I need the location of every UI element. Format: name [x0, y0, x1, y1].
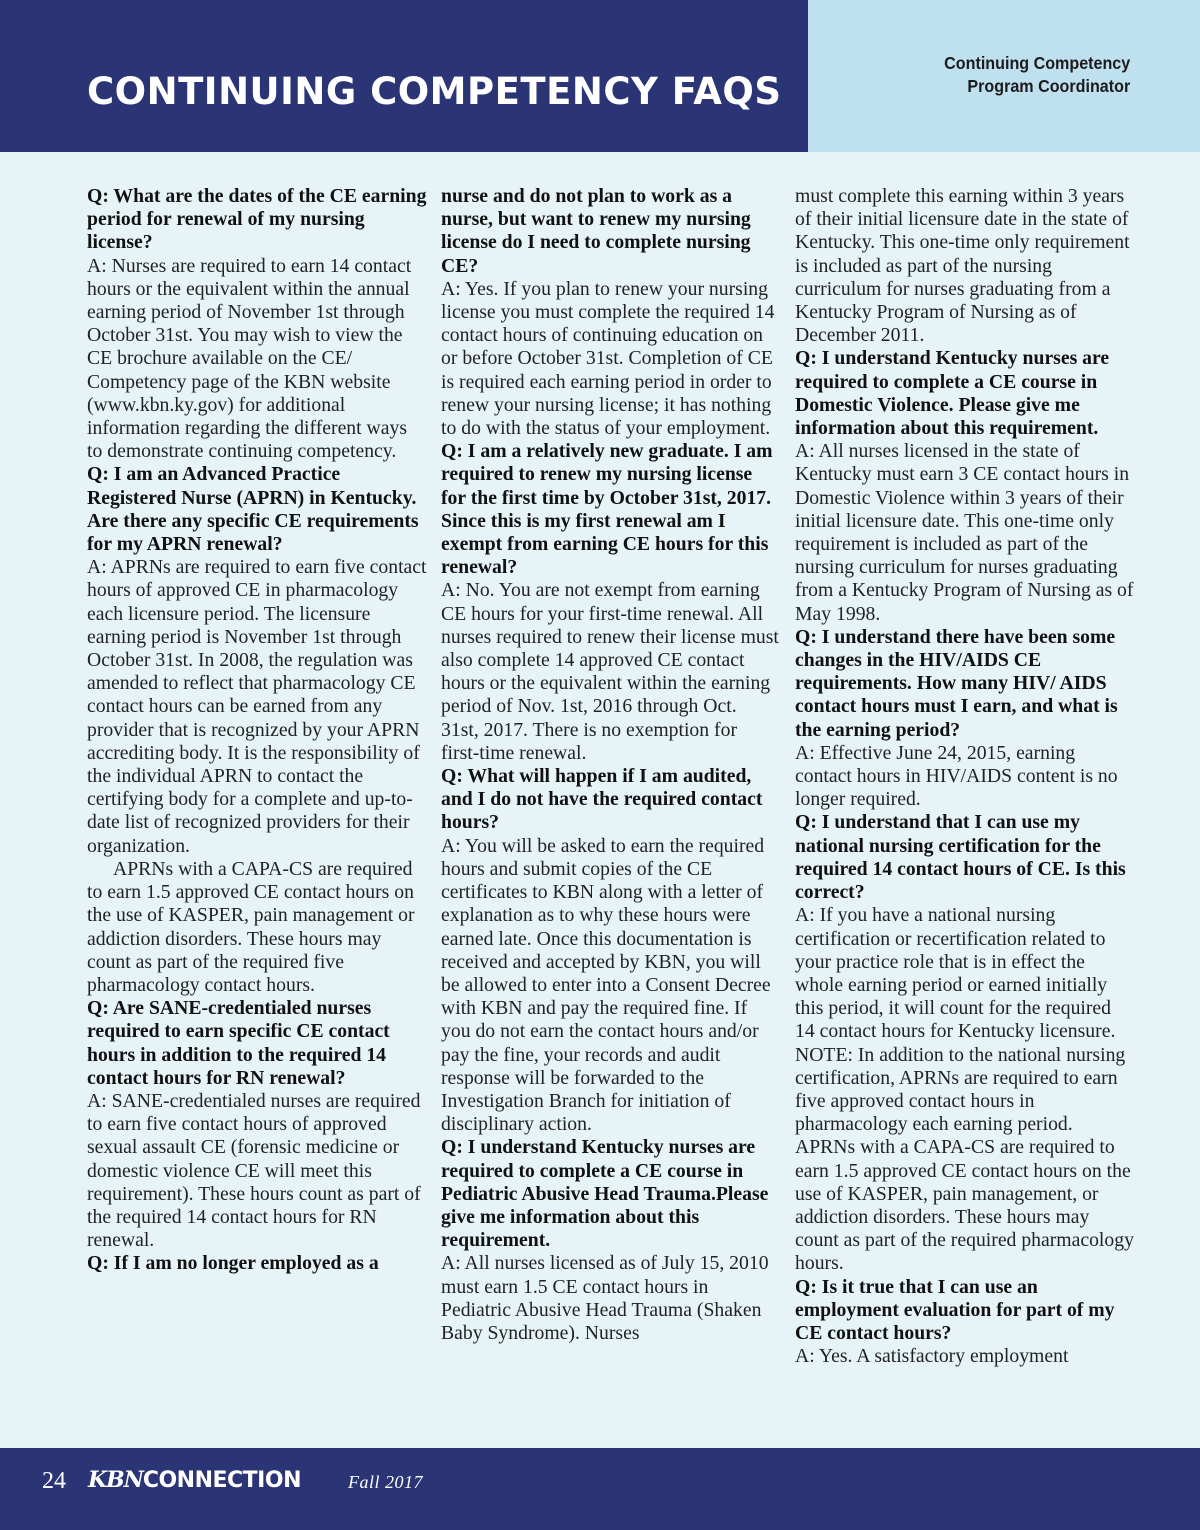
publication-logo	[88, 1467, 301, 1493]
header-side-panel	[808, 0, 1200, 152]
header-banner	[0, 0, 808, 152]
faq-answer: A: Effective June 24, 2015, earning contact hours in HIV/AIDS content is no longer required.	[795, 741, 1118, 811]
faq-answer: A: Nurses are required to earn 14 contact hours or the equivalent within the annual earning period of November 1st through October 31st. You may wish to view the CE brochure available on the CE/ Competency page of the KBN website (www.kbn.ky.gov) for additional information regarding the different ways to demonstrate continuing competency.	[87, 254, 412, 463]
faq-answer: A: Yes. A satisfactory employment	[795, 1345, 1069, 1368]
text-column-3	[795, 185, 1135, 1368]
faq-question: Q: Is it true that I can use an employment evaluation for part of my CE contact hours?	[795, 1275, 1115, 1344]
text-column-2	[441, 185, 779, 1345]
faq-question: Q: I understand Kentucky nurses are required to complete a CE course in Pediatric Abusive Head Trauma.Please give me information about this requirement.	[441, 1136, 769, 1252]
faq-question: Q: Are SANE-credentialed nurses required to earn specific CE contact hours in addition to the required 14 contact hours for RN renewal?	[87, 997, 390, 1089]
faq-question: Q: I understand there have been some changes in the HIV/AIDS CE requirements. How many HIV/ AIDS contact hours must I earn, and what is the earning period?	[795, 625, 1118, 741]
faq-answer: must complete this earning within 3 years of their initial licensure date in the state of Kentucky. This one-time only requirement is included as part of the nursing curriculum for nurses graduating from a Kentucky Program of Nursing as of December 2011.	[795, 185, 1130, 347]
faq-question: Q: What will happen if I am audited, and I do not have the required contact hours?	[441, 765, 763, 834]
footer-bar	[0, 1448, 1200, 1530]
faq-answer: APRNs with a CAPA-CS are required to earn 1.5 approved CE contact hours on the use of KASPER, pain management or addiction disorders. These hours may count as part of the required five pharmacology contact hours.	[87, 857, 415, 996]
text-column-1	[87, 185, 427, 1276]
faq-answer: A: You will be asked to earn the required hours and submit copies of the CE certificates to KBN along with a letter of explanation as to why these hours were earned late. Once this documentation is received and accepted by KBN, you will be allowed to enter into a Consent Decree with KBN and pay the required fine. If you do not earn the contact hours and/or pay the fine, your records and audit response will be forwarded to the Investigation Branch for initiation of disciplinary action.	[441, 834, 771, 1136]
faq-question: Q: I understand that I can use my national nursing certification for the required 14 contact hours of CE. Is this correct?	[795, 811, 1126, 904]
faq-answer: A: If you have a national nursing certification or recertification related to your practice role that is in effect the whole earning period or earned initially this period, it will count for the required 14 contact hours for Kentucky licensure. NOTE: In addition to the national nursing certification, APRNs are required to earn five approved contact hours in pharmacology each earning period. APRNs with a CAPA-CS are required to earn 1.5 approved CE contact hours on the use of KASPER, pain management, or addiction disorders. These hours may count as part of the required pharmacology hours.	[795, 904, 1134, 1275]
publication-logo-kbn: KBN	[88, 1467, 143, 1493]
faq-answer: A: APRNs are required to earn five contact hours of approved CE in pharmacology each licensure period. The licensure earning period is November 1st through October 31st. In 2008, the regulation was amended to reflect that pharmacology CE contact hours can be earned from any provider that is recognized by your APRN accrediting body. It is the responsibility of the individual APRN to contact the certifying body for a complete and up-to-date list of recognized providers for their organization.	[87, 556, 427, 857]
author-credit	[944, 52, 1130, 98]
faq-answer: A: Yes. If you plan to renew your nursing license you must complete the required 14 contact hours of continuing education on or before October 31st. Completion of CE is required each earning period in order to renew your nursing license; it has nothing to do with the status of your employment.	[441, 277, 775, 440]
issue-label: Fall 2017	[348, 1472, 423, 1492]
faq-question: Q: I understand Kentucky nurses are required to complete a CE course in Domestic Violence. Please give me information about this requirement.	[795, 347, 1110, 440]
faq-answer: A: SANE-credentialed nurses are required to earn five contact hours of approved sexual assault CE (forensic medicine or domestic violence CE will meet this requirement). These hours count as part of the required 14 contact hours for RN renewal.	[87, 1089, 421, 1252]
publication-logo-connection: CONNECTION	[142, 1468, 301, 1493]
author-credit-line1: Continuing Competency	[943, 53, 1130, 73]
faq-question: Q: I am a relatively new graduate. I am required to renew my nursing license for the first time by October 31st, 2017. Since this is my first renewal am I exempt from earning CE hours for this renewal?	[441, 440, 773, 579]
faq-question: nurse and do not plan to work as a nurse, but want to renew my nursing license do I need to complete nursing CE?	[441, 185, 751, 277]
faq-question: Q: I am an Advanced Practice Registered Nurse (APRN) in Kentucky. Are there any specific CE requirements for my APRN renewal?	[87, 463, 419, 556]
faq-answer: A: No. You are not exempt from earning CE hours for your first-time renewal. All nurses required to renew their license must also complete 14 approved CE contact hours or the equivalent within the earning period of Nov. 1st, 2016 through Oct. 31st, 2017. There is no exemption for first-time renewal.	[441, 579, 779, 764]
faq-question: Q: If I am no longer employed as a	[87, 1252, 379, 1275]
faq-answer: A: All nurses licensed in the state of Kentucky must earn 3 CE contact hours in Domestic Violence within 3 years of their initial licensure date. This one-time only requirement is included as part of the nursing curriculum for nurses graduating from a Kentucky Program of Nursing as of May 1998.	[795, 440, 1134, 625]
author-credit-line2: Program Coordinator	[967, 76, 1130, 96]
faq-answer: A: All nurses licensed as of July 15, 2010 must earn 1.5 CE contact hours in Pediatric Abusive Head Trauma (Shaken Baby Syndrome). Nurses	[441, 1252, 769, 1344]
page-number: 24	[42, 1468, 66, 1494]
faq-question: Q: What are the dates of the CE earning period for renewal of my nursing license?	[87, 185, 427, 254]
page-title: CONTINUING COMPETENCY FAQS	[87, 70, 782, 113]
